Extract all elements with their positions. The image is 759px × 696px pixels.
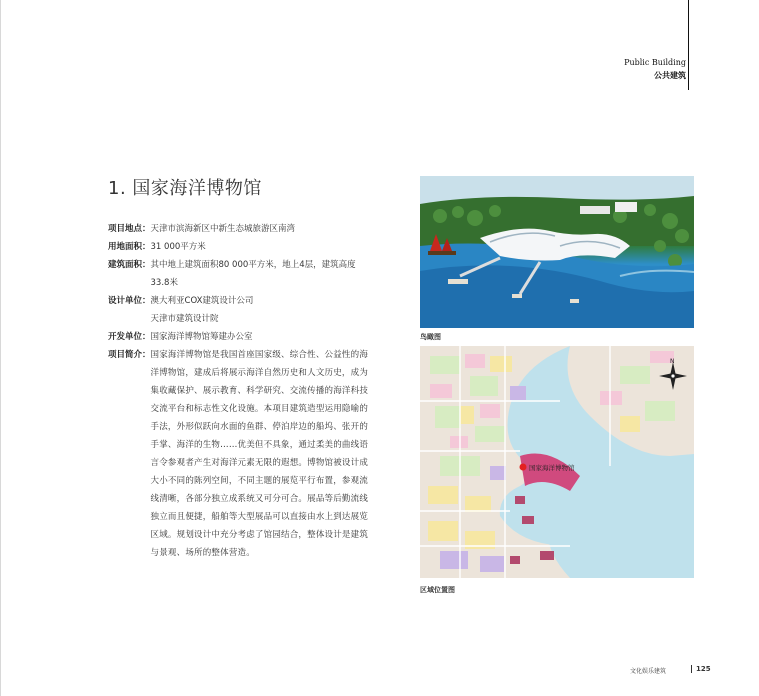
- info-value: 31 000平方米: [150, 242, 206, 252]
- intro-line: 手法，外形似跃向水面的鱼群、停泊岸边的船坞、张开的: [150, 422, 369, 432]
- compass-north-label: N: [670, 358, 675, 365]
- info-value: 国家海洋博物馆筹建办公室: [150, 332, 253, 342]
- aerial-caption: 鸟瞰图: [420, 333, 441, 341]
- info-label: 建筑面积：: [108, 260, 151, 270]
- info-row-location: [108, 220, 383, 238]
- project-title: 1. 国家海洋博物馆: [108, 178, 262, 199]
- info-label: 设计单位：: [108, 296, 151, 306]
- intro-text: [151, 346, 383, 562]
- museum-map-label: 国家海洋博物馆: [529, 464, 575, 472]
- intro-line: 大小不同的陈列空间，不同主题的展览平行布置，参观流: [150, 476, 369, 486]
- intro-line: 手掌、海洋的生物……优美但不具象，通过柔美的曲线语: [150, 440, 369, 450]
- project-info: [108, 220, 383, 562]
- aerial-illustration: [420, 176, 694, 328]
- intro-line: 区域。规划设计中充分考虑了馆园结合，整体设计是建筑: [150, 530, 369, 540]
- page-gutter-line: [0, 0, 1, 696]
- footer-divider: [691, 665, 692, 673]
- intro-line: 线清晰，各部分独立成系统又可分可合。展品等后勤流线: [150, 494, 369, 504]
- intro-line: 集收藏保护、展示教育、科学研究、交流传播的海洋科技: [150, 386, 369, 396]
- intro-line: 言令参观者产生对海洋元素无限的遐想。博物馆被设计成: [150, 458, 369, 468]
- aerial-view-image: [420, 176, 694, 328]
- info-row-developer: [108, 328, 383, 346]
- page-number: 125: [696, 665, 711, 673]
- info-value: 其中地上建筑面积80 000平方米，地上4层，建筑高度: [150, 260, 356, 270]
- intro-line: 独立而且便捷，船舶等大型展品可以直接由水上到达展览: [150, 512, 369, 522]
- header-category-cn: 公共建筑: [654, 71, 686, 80]
- header-category-en: Public Building: [624, 58, 686, 67]
- intro-line: 国家海洋博物馆是我国首座国家级、综合性、公益性的海: [150, 350, 369, 360]
- intro-line: 与景观、场所的整体营造。: [150, 548, 255, 558]
- info-value: 33.8米: [150, 278, 178, 288]
- info-label: 项目地点：: [108, 224, 151, 234]
- info-value-block: [151, 292, 383, 328]
- location-map: [420, 346, 694, 578]
- header-rule: [688, 0, 689, 90]
- map-caption: 区域位置图: [420, 586, 455, 594]
- info-label: 项目简介：: [108, 350, 151, 360]
- info-row-designer: [108, 292, 383, 328]
- info-value: 澳大利亚COX建筑设计公司: [150, 296, 254, 306]
- info-label: 开发单位：: [108, 332, 151, 342]
- info-row-land-area: [108, 238, 383, 256]
- info-value: 天津市建筑设计院: [150, 314, 219, 324]
- intro-line: 交流平台和标志性文化设施。本项目建筑造型运用隐喻的: [150, 404, 369, 414]
- footer-section-title: 文化娱乐建筑: [630, 668, 667, 675]
- info-value: 天津市滨海新区中新生态城旅游区南湾: [150, 224, 296, 234]
- info-row-intro: [108, 346, 383, 562]
- intro-line: 洋博物馆，建成后将展示海洋自然历史和人文历史，成为: [150, 368, 369, 378]
- info-row-building-area: [108, 256, 383, 292]
- museum-location-marker: [520, 464, 527, 471]
- info-label: 用地面积：: [108, 242, 151, 252]
- info-value-block: [151, 256, 383, 292]
- map-illustration: [420, 346, 694, 578]
